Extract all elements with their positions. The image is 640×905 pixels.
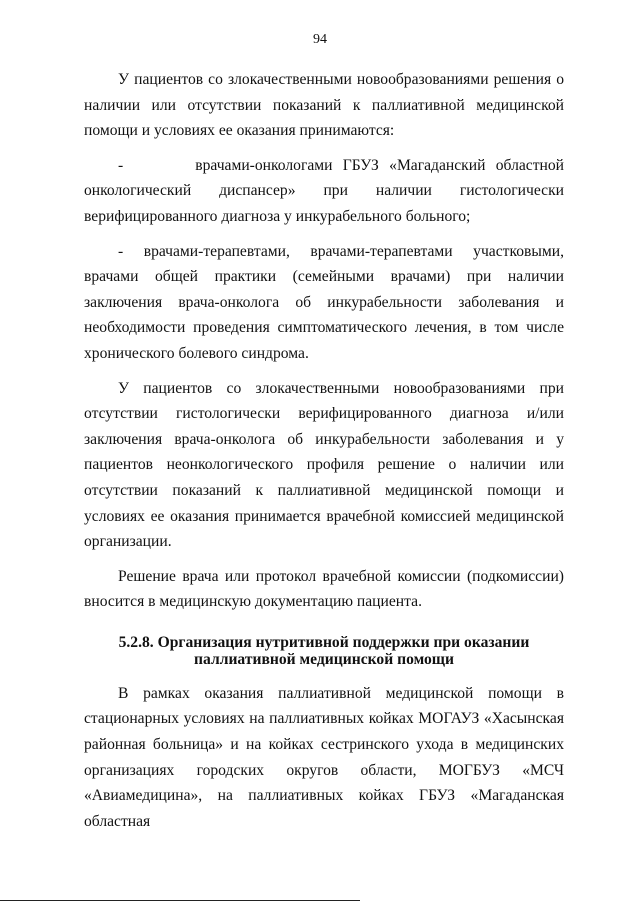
list-item-therapists: - врачами-терапевтами, врачами-терапевтами участковыми, врачами общей практики (семейными врачами) при наличии заключения врача-онколога об инкурабельности заболевания и необходимости проведения симптоматического лечения, в том числе хронического болевого синдрома. [84,242,564,362]
paragraph-nutrition-support: В рамках оказания паллиативной медицинской помощи в стационарных условиях на паллиативных койках МОГАУЗ «Хасынская районная больница» и на койках сестринского ухода в медицинских организациях городских округов области, МОГБУЗ «МСЧ «Авиамедицина», на паллиативных койках ГБУЗ «Магаданская областная [84,684,564,830]
page-number: 94 [313,32,327,47]
list-item-oncologists: - врачами-онкологами ГБУЗ «Магаданский областной онкологический диспансер» при наличии гистологически верифицированного диагноза у инкурабельного больного; [84,156,564,225]
paragraph-decision-intro: У пациентов со злокачественными новообразованиями решения о наличии или отсутствии показаний к паллиативной медицинской помощи и условиях ее оказания принимаются: [84,71,564,140]
paragraph-documentation: Решение врача или протокол врачебной комиссии (подкомиссии) вносится в медицинскую документацию пациента. [84,567,564,611]
paragraph-medical-commission: У пациентов со злокачественными новообразованиями при отсутствии гистологически верифицированного диагноза и/или заключения врача-онколога об инкурабельности заболевания и у пациентов неонкологического профиля решение о наличии или отсутствии показаний к паллиативной медицинской помощи и условиях ее оказания принимается врачебной комиссией медицинской организации. [84,379,564,551]
section-heading-line-1: 5.2.8. Организация нутритивной поддержки при оказании [118,633,530,651]
section-heading [84,634,564,668]
bottom-divider [0,900,360,901]
page-body [84,67,564,834]
section-heading-line-2: паллиативной медицинской помощи [194,650,454,668]
